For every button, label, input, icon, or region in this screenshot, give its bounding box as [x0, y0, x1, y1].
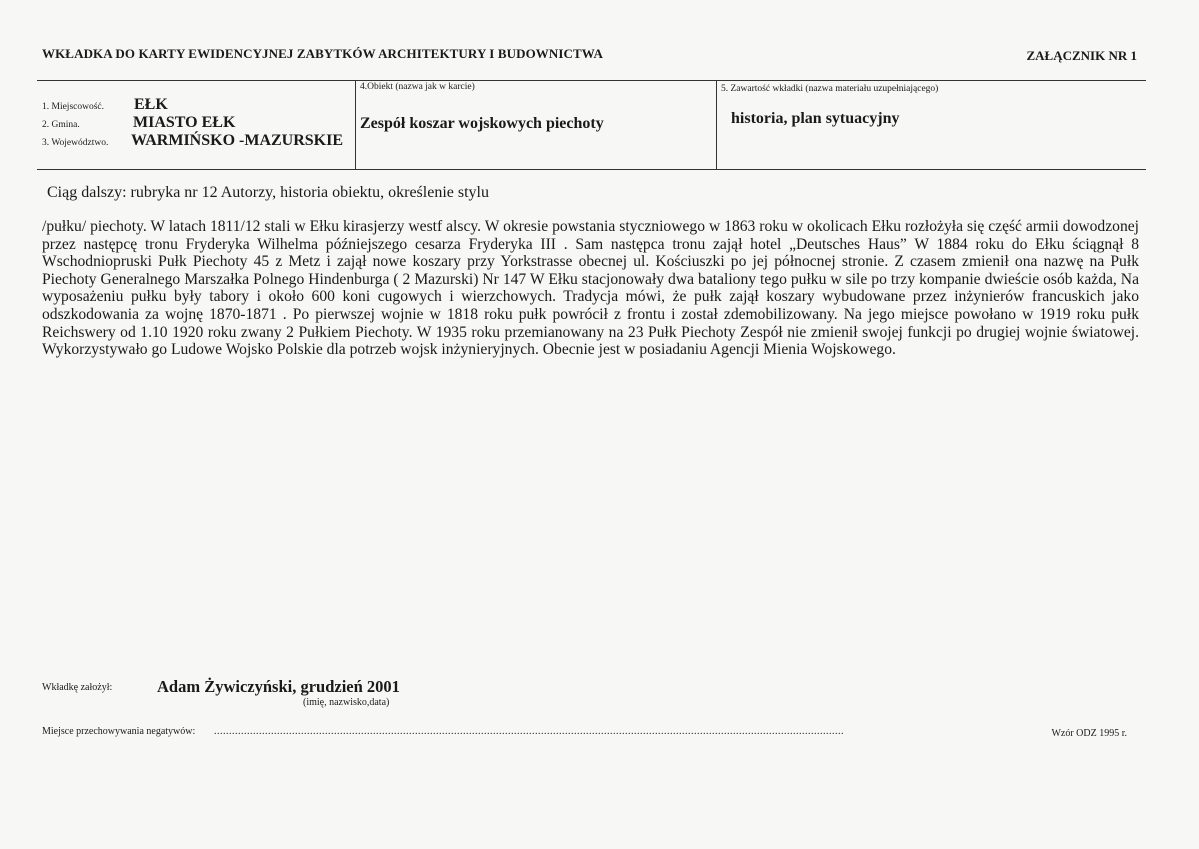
- header-table-bottom-rule: [37, 169, 1146, 170]
- negatives-location-label: Miejsce przechowywania negatywów:: [42, 726, 196, 737]
- annex-number: ZAŁĄCZNIK NR 1: [1026, 48, 1137, 63]
- voivodeship-row: [42, 132, 343, 150]
- column-divider: [355, 80, 356, 169]
- commune-value: MIASTO EŁK: [133, 114, 236, 131]
- voivodeship-label: 3. Województwo.: [42, 138, 109, 148]
- document-title: WKŁADKA DO KARTY EWIDENCYJNEJ ZABYTKÓW ARCHITEKTURY I BUDOWNICTWA: [42, 46, 603, 61]
- template-version: Wzór ODZ 1995 r.: [1051, 728, 1127, 739]
- continuation-heading: Ciąg dalszy: rubryka nr 12 Autorzy, historia obiektu, określenie stylu: [47, 184, 489, 201]
- commune-label: 2. Gmina.: [42, 120, 80, 130]
- voivodeship-value: WARMIŃSKO -MAZURSKIE: [131, 132, 344, 149]
- object-label: 4.Obiekt (nazwa jak w karcie): [360, 82, 475, 92]
- author-sublabel: (imię, nazwisko,data): [303, 697, 390, 708]
- history-text: /pułku/ piechoty. W latach 1811/12 stali w Ełku kirasjerzy westf alscy. W okresie powstania styczniowego w 1863 roku w okolicach Ełku rozłożyła się część armii dowodzonej przez następcę tronu Fryderyka Wilhelma późniejszego cesarza Fryderyka III . Sam następca tronu zajął hotel „Deutsches Haus” W 1884 roku do Ełku ściągnął 8 Wschodniopruski Pułk Piechoty 45 z Metz i zajął nowe koszary przy Yorkstrasse obecnej ul. Kościuszki po jej północnej stronie. Z czasem zmienił ona nazwę na Pułk Piechoty Generalnego Marszałka Polnego Hindenburga ( 2 Mazurski) Nr 147 W Ełku stacjonowały dwa bataliony tego pułku w sile po trzy kompanie dwieście osób każda, Na wyposażeniu pułku były tabory i około 600 koni cugowych i wierzchowych. Tradycja mówi, że pułk zajął koszary wybudowane przez inżynierów francuskich jako odszkodowania za wojnę 1870-1871 . Po pierwszej wojnie w 1818 roku pułk powrócił z frontu i został zdemobilizowany. Na jego miejsce powołano w 1919 roku pułk Reichswery od 1.10 1920 roku zwany 2 Pułkiem Piechoty. W 1935 roku przemianowany na 23 Pułk Piechoty Zespół nie zmienił swojej funkcji po drugiej wojnie światowej. Wykorzystywało go Ludowe Wojsko Polskie dla potrzeb wojsk inżynieryjnych. Obecnie jest w posiadaniu Agencji Mienia Wojskowego.: [42, 218, 1139, 359]
- locality-label: 1. Miejscowość.: [42, 102, 105, 112]
- author-signature: Adam Żywiczyński, grudzień 2001: [157, 677, 400, 696]
- contents-label: 5. Zawartość wkładki (nazwa materiału uzupełniającego): [721, 84, 939, 94]
- contents-value: historia, plan sytuacyjny: [731, 110, 900, 127]
- locality-row: [42, 96, 168, 114]
- header-table-top-rule: [37, 80, 1146, 81]
- commune-row: [42, 114, 235, 132]
- negatives-location-field: ..................................................................................................................................................................................................................: [214, 726, 844, 737]
- column-divider: [716, 80, 717, 169]
- object-name: Zespół koszar wojskowych piechoty: [360, 115, 604, 132]
- locality-value: EŁK: [134, 96, 168, 113]
- author-label: Wkładkę założył:: [42, 682, 113, 693]
